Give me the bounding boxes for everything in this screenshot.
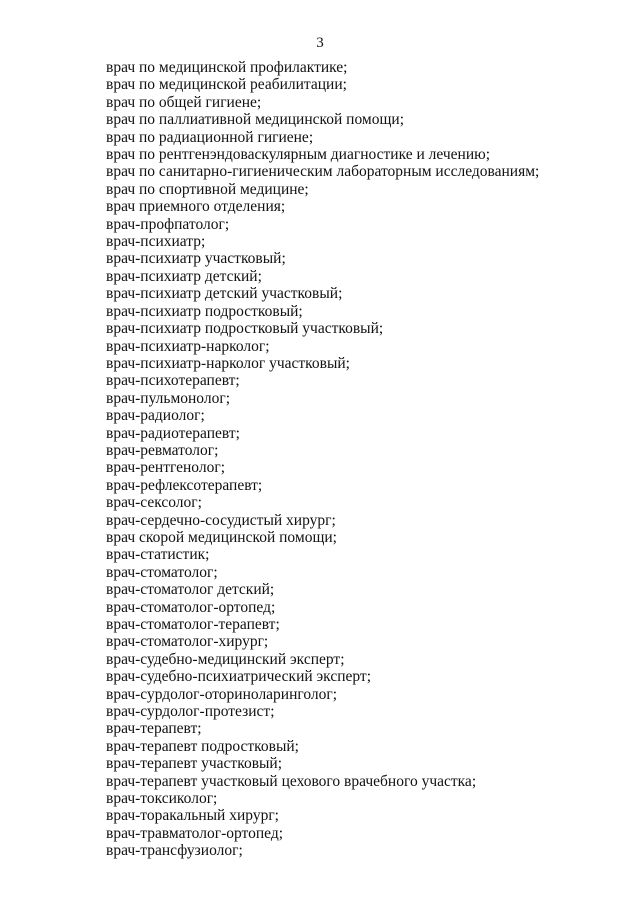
list-item: врач приемного отделения; [106, 198, 286, 216]
list-item: врач-трансфузиолог; [106, 842, 243, 860]
list-item: врач-сурдолог-оториноларинголог; [106, 685, 338, 703]
list-item: врач-судебно-психиатрический эксперт; [106, 668, 372, 686]
list-item: врач-стоматолог-терапевт; [106, 616, 280, 633]
list-item: врач-ревматолог; [106, 441, 219, 459]
list-item: врач-терапевт участковый цехового врачебного участка; [106, 772, 477, 790]
list-item: врач-психиатр подростковый участковый; [106, 320, 384, 338]
list-item: врач-сексолог; [106, 494, 202, 512]
list-item: врач-стоматолог-хирург; [106, 633, 269, 651]
list-item: врач-психиатр-нарколог участковый; [106, 354, 350, 372]
list-item: врач-рентгенолог; [106, 459, 226, 477]
list-item: врач по санитарно-гигиеническим лабораторным исследованиям; [106, 163, 540, 181]
list-item: врач-стоматолог; [106, 563, 218, 581]
list-item: врач по спортивной медицине; [106, 180, 309, 198]
list-item: врач-радиотерапевт; [106, 424, 240, 442]
list-item: врач-терапевт; [106, 720, 202, 738]
list-item: врач-судебно-медицинский эксперт; [106, 650, 345, 668]
list-item: врач-стоматолог-ортопед; [106, 598, 276, 616]
list-item: врач-терапевт подростковый; [106, 737, 299, 755]
list-item: врач-психиатр участковый; [106, 250, 286, 268]
list-item: врач по медицинской профилактике; [106, 59, 348, 76]
list-item: врач-психиатр; [106, 233, 206, 251]
list-item: врач-психиатр детский; [106, 267, 262, 285]
list-item: врач-сердечно-сосудистый хирург; [106, 511, 336, 529]
list-item: врач-рефлексотерапевт; [106, 476, 263, 494]
list-item: врач-торакальный хирург; [106, 807, 279, 825]
list-item: врач-профпатолог; [106, 215, 230, 233]
list-item: врач-травматолог-ортопед; [106, 824, 284, 842]
list-item: врач по паллиативной медицинской помощи; [106, 111, 405, 129]
list-item: врач-радиолог; [106, 407, 205, 425]
list-item: врач-психиатр-нарколог; [106, 337, 270, 355]
list-item: врач-статистик; [106, 546, 210, 564]
list-item: врач по медицинской реабилитации; [106, 76, 347, 94]
list-item: врач по рентгенэндоваскулярным диагностике и лечению; [106, 146, 491, 164]
list-item: врач-психиатр детский участковый; [106, 285, 343, 303]
list-item: врач по радиационной гигиене; [106, 128, 314, 146]
list-item: врач-токсиколог; [106, 790, 218, 808]
list-item: врач скорой медицинской помощи; [106, 528, 337, 546]
list-item: врач-сурдолог-протезист; [106, 703, 275, 721]
specialty-list [106, 59, 539, 860]
list-item: врач-пульмонолог; [106, 389, 230, 407]
list-item: врач-психотерапевт; [106, 372, 240, 390]
page-number: 3 [316, 35, 324, 51]
list-item: врач-стоматолог детский; [106, 581, 275, 599]
list-item: врач-терапевт участковый; [106, 755, 283, 773]
list-item: врач по общей гигиене; [106, 93, 262, 111]
list-item: врач-психиатр подростковый; [106, 302, 303, 320]
